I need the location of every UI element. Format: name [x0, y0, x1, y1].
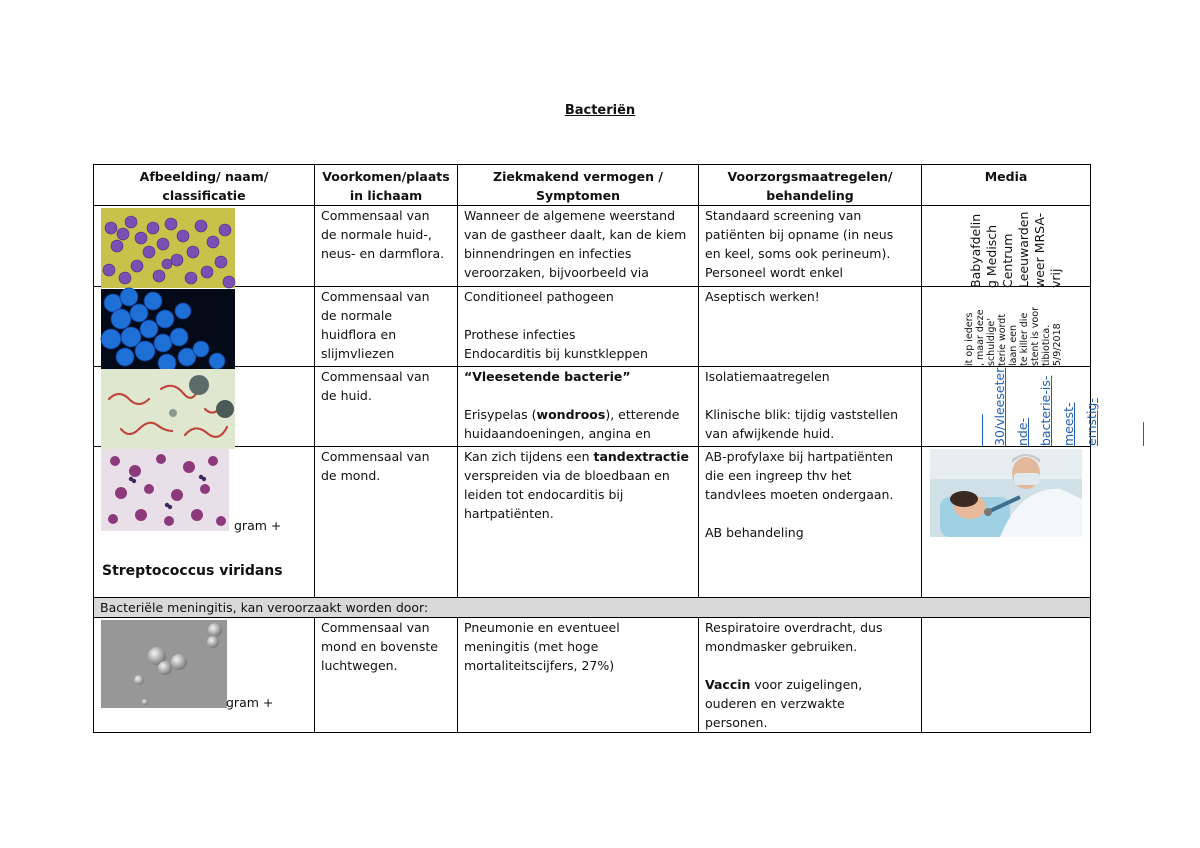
media-vertical-text: it op ieders , maar deze schuldige' terie wordt laan een te killer die stent is voor tibiotica. 5/9/2018 [964, 306, 1063, 366]
text-line: Respiratoire overdracht, dus [705, 620, 883, 635]
text-line: huidaandoeningen, angina en [464, 426, 651, 441]
text-line: AB behandeling [705, 525, 804, 540]
bacteria-table [93, 164, 1099, 733]
table-row [94, 618, 1091, 733]
image-cell [94, 206, 315, 287]
voorkomen-cell [315, 447, 458, 598]
text-line: die een ingreep thv het [705, 468, 852, 483]
text-line: Personeel wordt enkel [705, 265, 844, 280]
text-line: luchtwegen. [321, 658, 398, 673]
voorkomen-cell [315, 367, 458, 447]
text-line: Erisypelas (wondroos), etterende [464, 407, 680, 422]
text-line [464, 306, 692, 325]
voorkomen-cell [315, 618, 458, 733]
text-line: mondmasker gebruiken. [705, 639, 858, 654]
text-line: binnendringen en infecties [464, 246, 632, 261]
text-line: Pneumonie en eventueel [464, 620, 620, 635]
text-line: de normale [321, 308, 393, 323]
voorzorg-cell [699, 206, 922, 287]
text-line: Klinische blik: tijdig vaststellen [705, 407, 899, 422]
chain-cocci-micrograph [101, 369, 235, 449]
text-line: Standaard screening van [705, 208, 862, 223]
text-line: en keel, soms ook perineum). [705, 246, 891, 261]
media-link[interactable]: 30/vleeseter nde- bacterie-is- meest- ernstig- [992, 367, 1099, 446]
text-line: verspreiden via de bloedbaan en [464, 468, 670, 483]
media-cell [922, 367, 1099, 447]
voorkomen-cell [315, 206, 458, 287]
header-media: Media [922, 165, 1091, 206]
banner-row [94, 598, 1091, 618]
media-cell [922, 447, 1091, 598]
text-line: Vaccin voor zuigelingen, [705, 677, 863, 692]
text-line: Commensaal van [321, 369, 430, 384]
voorzorg-cell [699, 367, 922, 447]
text-line: slijmvliezen [321, 346, 395, 361]
ziekmakend-cell [458, 287, 699, 367]
text-line: Isolatiemaatregelen [705, 369, 830, 384]
text-line: leiden tot endocarditis bij [464, 487, 624, 502]
header-row [94, 165, 1091, 206]
media-cell [922, 206, 1091, 287]
table-row [94, 287, 1091, 367]
text-line: Prothese infecties [464, 327, 576, 342]
text-line: de mond. [321, 468, 381, 483]
text-line: Aseptisch werken! [705, 289, 820, 304]
text-line: Commensaal van [321, 620, 430, 635]
text-line: mortaliteitscijfers, 27%) [464, 658, 615, 673]
blue-cocci-micrograph [101, 289, 235, 369]
image-cell [94, 287, 315, 367]
text-line: Endocarditis bij kunstkleppen [464, 346, 648, 361]
voorzorg-cell [699, 287, 922, 367]
text-line: Kan zich tijdens een tandextractie [464, 449, 690, 464]
text-line: de huid. [321, 388, 372, 403]
media-cell [922, 287, 1091, 367]
text-line: tandvlees moeten ondergaan. [705, 487, 894, 502]
gram-label: gram + [226, 695, 274, 710]
text-line: Commensaal van [321, 208, 430, 223]
spacer [464, 386, 692, 405]
header-voorzorg: Voorzorgsmaatregelen/ behandeling [699, 165, 922, 206]
text-line: van afwijkende huid. [705, 426, 835, 441]
text-line: Commensaal van [321, 449, 430, 464]
text-line: ouderen en verzwakte [705, 696, 845, 711]
text-line: veroorzaken, bijvoorbeeld via [464, 265, 649, 280]
text-line: van de gastheer daalt, kan de kiem [464, 227, 687, 242]
ziekmakend-cell [458, 618, 699, 733]
text-line: “Vleesetende bacterie” [464, 369, 631, 384]
dentist-photo [930, 449, 1082, 537]
ziekmakend-cell [458, 367, 699, 447]
text-line: hartpatiënten. [464, 506, 554, 521]
voorzorg-cell [699, 618, 922, 733]
species-name: Streptococcus viridans [102, 563, 283, 579]
text-line [705, 386, 915, 405]
text-line: Conditioneel pathogeen [464, 289, 614, 304]
table-row [94, 206, 1091, 287]
stained-smear-micrograph [101, 449, 229, 531]
table-row [94, 447, 1091, 598]
voorkomen-cell [315, 287, 458, 367]
text-line: Wanneer de algemene weerstand [464, 208, 676, 223]
text-line [705, 504, 915, 523]
image-cell [94, 367, 315, 447]
text-line: mond en bovenste [321, 639, 438, 654]
voorzorg-cell [699, 447, 922, 598]
header-afbeelding: Afbeelding/ naam/ classificatie [94, 165, 315, 206]
ziekmakend-cell [458, 206, 699, 287]
text-line: personen. [705, 715, 768, 730]
media-vertical-text: Babyafdelin g Medisch Centrum Leeuwarden weer MRSA- vrij [968, 211, 1063, 288]
media-cell [922, 618, 1091, 733]
gram-label: gram + [234, 518, 282, 533]
header-voorkomen: Voorkomen/plaats in lichaam [315, 165, 458, 206]
text-line: AB-profylaxe bij hartpatiënten [705, 449, 894, 464]
text-line: de normale huid-, [321, 227, 432, 242]
table-row [94, 367, 1091, 447]
text-line: Commensaal van [321, 289, 430, 304]
purple-cocci-micrograph [101, 208, 235, 288]
image-cell [94, 618, 315, 733]
ziekmakend-cell [458, 447, 699, 598]
page-title: Bacteriën [564, 103, 636, 118]
spacer [705, 656, 915, 675]
sem-cocci-micrograph [101, 620, 227, 708]
header-ziekmakend: Ziekmakend vermogen / Symptomen [458, 165, 699, 206]
text-line: neus- en darmflora. [321, 246, 445, 261]
banner-text: Bacteriële meningitis, kan veroorzaakt worden door: [94, 598, 1091, 618]
text-line: meningitis (met hoge [464, 639, 599, 654]
text-line: huidflora en [321, 327, 397, 342]
text-line: patiënten bij opname (in neus [705, 227, 894, 242]
image-cell [94, 447, 315, 598]
